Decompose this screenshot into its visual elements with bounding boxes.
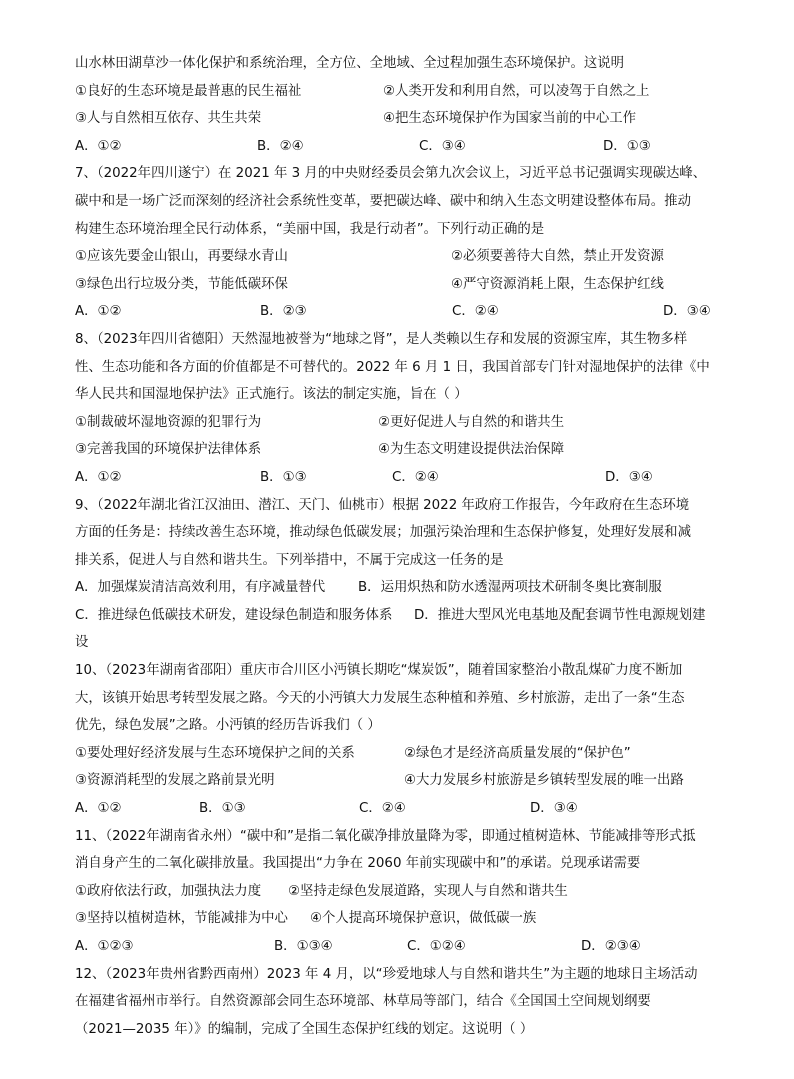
q7-option-d[interactable]: D．③④ <box>663 304 711 320</box>
q9-option-d[interactable]: D．推进大型风光电基地及配套调节性电源规划建 <box>414 607 706 623</box>
q11-statement-1: ①政府依法行政，加强执法力度 <box>75 883 262 899</box>
q6-statements-2 <box>75 105 735 133</box>
q11-statement-2: ②坚持走绿色发展道路，实现人与自然和谐共生 <box>288 883 568 899</box>
exam-page <box>75 50 735 1043</box>
q7-stem-line-2: 碳中和是一场广泛而深刻的经济社会系统性变革，要把碳达峰、碳中和纳入生态文明建设整体布局。推动 <box>75 193 691 209</box>
q8-stem-line-2: 性、生态功能和各方面的价值都是不可替代的。2022 年 6 月 1 日，我国首部专门针对湿地保护的法律《中 <box>75 359 710 375</box>
q10-statement-4: ④大力发展乡村旅游是乡镇转型发展的唯一出路 <box>404 773 684 789</box>
q6-option-b[interactable]: B．②④ <box>257 138 304 154</box>
q8-statement-3: ③完善我国的环境保护法律体系 <box>75 442 262 458</box>
q8-option-b[interactable]: B．①③ <box>260 469 307 485</box>
q10-statements-2 <box>75 767 735 795</box>
q10-statements-1 <box>75 740 735 768</box>
q6-statement-4: ④把生态环境保护作为国家当前的中心工作 <box>383 111 637 127</box>
q8-options <box>75 464 735 492</box>
q9-stem-line-2: 方面的任务是：持续改善生态环境，推动绿色低碳发展；加强污染治理和生态保护修复，处理好发展和减 <box>75 525 691 541</box>
q7-option-a[interactable]: A．①② <box>75 304 122 320</box>
q6-options <box>75 133 735 161</box>
q8-option-d[interactable]: D．③④ <box>605 469 653 485</box>
q9-options-2 <box>75 602 735 630</box>
q6-option-c[interactable]: C．③④ <box>419 138 466 154</box>
q8-statement-2: ②更好促进人与自然的和谐共生 <box>378 414 565 430</box>
q7-option-c[interactable]: C．②④ <box>452 304 499 320</box>
q10-statement-3: ③资源消耗型的发展之路前景光明 <box>75 773 275 789</box>
q10-options <box>75 795 735 823</box>
q6-statement-1: ①良好的生态环境是最普惠的民生福祉 <box>75 83 302 99</box>
q10-statement-1: ①要处理好经济发展与生态环境保护之间的关系 <box>75 745 355 761</box>
q8-option-a[interactable]: A．①② <box>75 469 122 485</box>
q7-option-b[interactable]: B．②③ <box>260 304 307 320</box>
q11-statement-4: ④个人提高环境保护意识，做低碳一族 <box>310 911 537 927</box>
q8-statement-4: ④为生态文明建设提供法治保障 <box>378 442 565 458</box>
q11-statements-1 <box>75 878 735 906</box>
q9-option-b[interactable]: B．运用炽热和防水透湿两项技术研制冬奥比赛制服 <box>358 580 662 596</box>
q11-option-a[interactable]: A．①②③ <box>75 939 134 954</box>
q6-statement-3: ③人与自然相互依存、共生共荣 <box>75 111 262 127</box>
q7-statement-1: ①应该先要金山银山，再要绿水青山 <box>75 249 288 265</box>
q10-stem-line-1: 10、（2023年湖南省邵阳）重庆市合川区小沔镇长期吃“煤炭饭”，随着国家整治小散乱煤矿力度不断加 <box>75 663 683 679</box>
q6-option-d[interactable]: D．①③ <box>603 138 651 154</box>
q9-stem-line-3: 排关系，促进人与自然和谐共生。下列举措中，不属于完成这一任务的是 <box>75 552 504 568</box>
q12-stem-line-2: 在福建省福州市举行。自然资源部会同生态环境部、林草局等部门，结合《全国国土空间规划纲要 <box>75 994 651 1010</box>
q7-statements-1 <box>75 243 735 271</box>
q11-option-d[interactable]: D．②③④ <box>581 939 641 954</box>
q10-statement-2: ②绿色才是经济高质量发展的“保护色” <box>404 745 631 761</box>
q10-option-c[interactable]: C．②④ <box>359 801 406 817</box>
q9-option-d-continued: 设 <box>75 635 89 651</box>
q6-statement-2: ②人类开发和利用自然，可以凌驾于自然之上 <box>383 83 650 99</box>
q6-stem: 山水林田湖草沙一体化保护和系统治理，全方位、全地域、全过程加强生态环境保护。这说明 <box>75 56 625 71</box>
q8-option-c[interactable]: C．②④ <box>392 469 439 485</box>
q7-options <box>75 298 735 326</box>
q7-stem-line-1: 7、（2022年四川遂宁）在 2021 年 3 月的中央财经委员会第九次会议上，习近平总书记强调实现碳达峰、 <box>75 166 707 182</box>
q11-options <box>75 933 735 961</box>
q7-statement-3: ③绿色出行垃圾分类，节能低碳环保 <box>75 276 288 292</box>
q11-statements-2 <box>75 905 735 933</box>
q11-statement-3: ③坚持以植树造林，节能减排为中心 <box>75 911 288 927</box>
q8-statements-2 <box>75 436 735 464</box>
q11-stem-line-1: 11、（2022年湖南省永州）“碳中和”是指二氧化碳净排放量降为零，即通过植树造林、节能减排等形式抵 <box>75 828 696 844</box>
q9-options-1 <box>75 574 735 602</box>
q10-option-d[interactable]: D．③④ <box>530 801 578 817</box>
q11-stem-line-2: 消自身产生的二氧化碳排放量。我国提出“力争在 2060 年前实现碳中和”的承诺。兑现承诺需要 <box>75 856 641 872</box>
q12-stem-line-3: （2021—2035 年）》的编制，完成了全国生态保护红线的划定。这说明（ ） <box>75 1021 534 1037</box>
q6-statements-1 <box>75 78 735 106</box>
q8-statement-1: ①制裁破坏湿地资源的犯罪行为 <box>75 414 262 430</box>
q9-option-a[interactable]: A．加强煤炭清洁高效利用，有序减量替代 <box>75 580 326 596</box>
q6-option-a[interactable]: A．①② <box>75 138 122 154</box>
q10-option-b[interactable]: B．①③ <box>199 801 246 817</box>
q9-stem-line-1: 9、（2022年湖北省江汉油田、潜江、天门、仙桃市）根据 2022 年政府工作报告，今年政府在生态环境 <box>75 497 690 513</box>
q8-statements-1 <box>75 409 735 437</box>
q11-option-c[interactable]: C．①②④ <box>407 939 466 954</box>
q7-statements-2 <box>75 271 735 299</box>
q8-stem-line-3: 华人民共和国湿地保护法》正式施行。该法的制定实施，旨在（ ） <box>75 387 468 403</box>
q10-stem-line-2: 大，该镇开始思考转型发展之路。今天的小沔镇大力发展生态种植和养殖、乡村旅游，走出了一条“生态 <box>75 690 685 706</box>
q7-statement-4: ④严守资源消耗上限，生态保护红线 <box>451 276 664 292</box>
q12-stem-line-1: 12、（2023年贵州省黔西南州）2023 年 4 月，以“珍爱地球人与自然和谐共生”为主题的地球日主场活动 <box>75 966 698 982</box>
q10-option-a[interactable]: A．①② <box>75 801 122 817</box>
q10-stem-line-3: 优先，绿色发展”之路。小沔镇的经历告诉我们（ ） <box>75 718 381 734</box>
q11-option-b[interactable]: B．①③④ <box>274 939 333 954</box>
q7-statement-2: ②必须要善待大自然，禁止开发资源 <box>451 249 664 265</box>
q9-option-c[interactable]: C．推进绿色低碳技术研发，建设绿色制造和服务体系 <box>75 607 393 623</box>
q7-stem-line-3: 构建生态环境治理全民行动体系，“美丽中国，我是行动者”。下列行动正确的是 <box>75 221 545 237</box>
q8-stem-line-1: 8、（2023年四川省德阳）天然湿地被誉为“地球之肾”，是人类赖以生存和发展的资源宝库，其生物多样 <box>75 331 688 347</box>
